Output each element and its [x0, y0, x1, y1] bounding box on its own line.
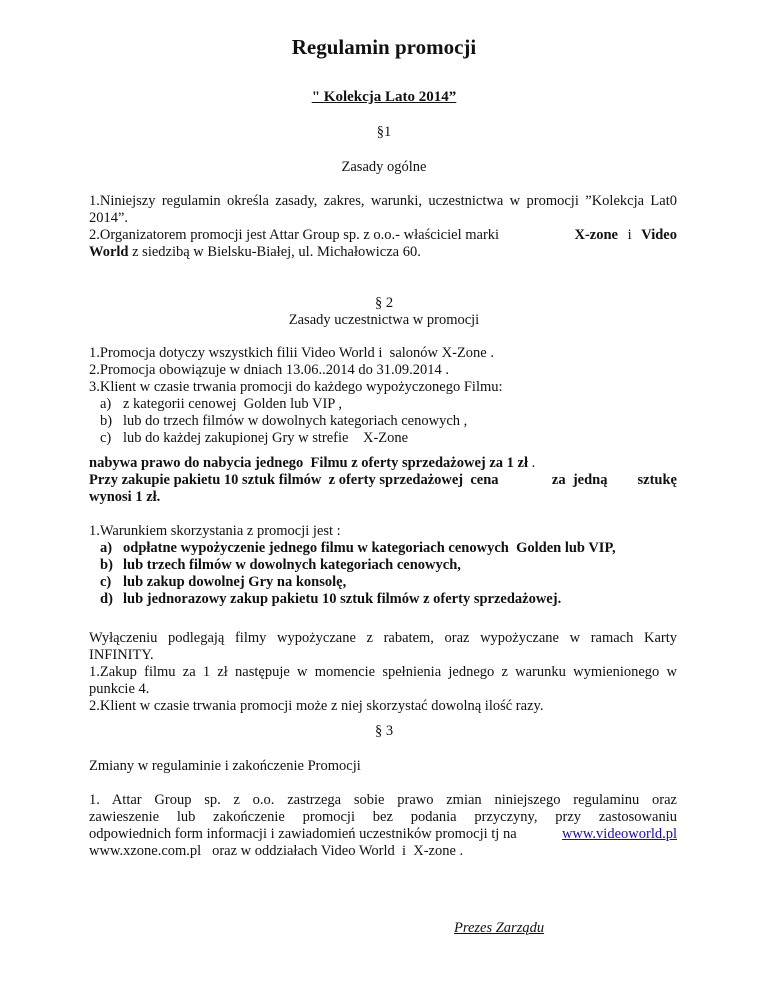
s1-paragraph-2-line-2	[89, 244, 677, 261]
s2-sub-b-marker: b)	[100, 413, 113, 429]
s3-line-4: www.xzone.com.pl oraz w oddziałach Video World i X-zone .	[89, 843, 464, 859]
s3-line-2: zawieszenie lub zakończenie promocji bez podania przyczyny, przy zastosowaniu	[89, 809, 677, 825]
s2-sub-c-marker: c)	[100, 430, 112, 446]
document-title: Regulamin promocji	[291, 35, 477, 59]
s1-paragraph-2-line-1	[89, 227, 677, 244]
s2-item-1: 1.Promocja dotyczy wszystkich filii Video World i salonów X-Zone .	[89, 345, 494, 361]
s1-paragraph-1: 1.Niniejszy regulamin określa zasady, zakres, warunki, uczestnictwa w promocji ”Kolekcja Lat0 2014”.	[89, 193, 677, 226]
s2-sub-b	[89, 413, 677, 430]
s2-cond-a-text: odpłatne wypożyczenie jednego filmu w kategoriach cenowych Golden lub VIP,	[123, 540, 616, 556]
s2-sub-c	[89, 430, 677, 447]
s2-sub-a-marker: a)	[100, 396, 112, 412]
s2-cond-a	[89, 540, 677, 557]
section-1-mark: §1	[376, 124, 392, 140]
s2-rule-1-line-2: punkcie 4.	[89, 681, 150, 697]
s2-sub-c-text: lub do każdej zakupionej Gry w strefie X-Zone	[123, 430, 409, 446]
s2-package-per: za jedną	[551, 472, 608, 488]
s2-cond-d-text: lub jednorazowy zakup pakietu 10 sztuk filmów z oferty sprzedażowej.	[123, 591, 562, 607]
s2-cond-b	[89, 557, 677, 574]
section-2-mark: § 2	[374, 295, 394, 311]
s3-line-3	[89, 826, 677, 843]
s1-conjunction: i	[627, 227, 632, 243]
signature-label: Prezes Zarządu	[454, 920, 545, 936]
s2-cond-c-marker: c)	[100, 574, 112, 590]
promotion-name: " Kolekcja Lato 2014”	[311, 89, 457, 105]
s1-organizer-text: 2.Organizatorem promocji jest Attar Group sp. z o.o.- właściciel marki	[89, 227, 500, 243]
section-1-body	[89, 193, 677, 261]
s2-cond-a-marker: a)	[100, 540, 113, 556]
section-2-benefit	[89, 455, 677, 506]
s2-benefit-line-3: wynosi 1 zł.	[89, 489, 161, 505]
s2-benefit-line-1	[89, 455, 677, 472]
s2-package-text: Przy zakupie pakietu 10 sztuk filmów z oferty sprzedażowej cena	[89, 472, 499, 488]
section-2-list	[89, 345, 677, 447]
s2-benefit-bold: nabywa prawo do nabycia jednego Filmu z oferty sprzedażowej za 1 zł	[89, 455, 528, 471]
s2-sub-a-text: z kategorii cenowej Golden lub VIP ,	[123, 396, 343, 412]
s2-benefit-line-2	[89, 472, 677, 489]
s2-cond-b-text: lub trzech filmów w dowolnych kategoriach cenowych,	[123, 557, 461, 573]
section-3-body	[89, 792, 677, 860]
brand-world: World	[89, 244, 129, 260]
s3-line-1: 1. Attar Group sp. z o.o. zastrzega sobie prawo zmian niniejszego regulaminu oraz	[89, 792, 677, 808]
s2-benefit-tail: .	[527, 455, 536, 471]
s2-cond-d-marker: d)	[100, 591, 113, 607]
s1-brands	[575, 227, 678, 244]
s2-rule-1-line-1: 1.Zakup filmu za 1 zł następuje w momencie spełnienia jednego z warunku wymienionego w	[89, 664, 677, 680]
s2-exclusion-line-2: INFINITY.	[89, 647, 154, 663]
section-3-heading: Zmiany w regulaminie i zakończenie Promocji	[89, 758, 361, 774]
s2-package-unit: sztukę	[637, 472, 677, 488]
section-3-mark: § 3	[374, 723, 394, 739]
s1-address: z siedzibą w Bielsku-Białej, ul. Michałowicza 60.	[128, 244, 421, 260]
s2-sub-b-text: lub do trzech filmów w dowolnych kategoriach cenowych ,	[123, 413, 468, 429]
s2-cond-c-text: lub zakup dowolnej Gry na konsolę,	[123, 574, 347, 590]
s3-line-3-text: odpowiednich form informacji i zawiadomień uczestników promocji tj na	[89, 826, 521, 842]
s2-cond-d	[89, 591, 677, 608]
s2-rule-2: 2.Klient w czasie trwania promocji może z niej skorzystać dowolną ilość razy.	[89, 698, 544, 714]
s2-cond-c	[89, 574, 677, 591]
s2-cond-b-marker: b)	[100, 557, 113, 573]
s2-exclusion-line-1: Wyłączeniu podlegają filmy wypożyczane z rabatem, oraz wypożyczane w ramach Karty	[89, 630, 677, 646]
videoworld-link[interactable]: www.videoworld.pl	[561, 826, 677, 842]
s2-sub-a	[89, 396, 677, 413]
section-2-heading: Zasady uczestnictwa w promocji	[288, 312, 480, 328]
section-1-heading: Zasady ogólne	[341, 159, 427, 175]
s2-conditions-intro: 1.Warunkiem skorzystania z promocji jest :	[89, 523, 341, 539]
brand-video: Video	[641, 227, 677, 243]
section-2-rules	[89, 630, 677, 715]
s2-item-2: 2.Promocja obowiązuje w dniach 13.06..2014 do 31.09.2014 .	[89, 362, 450, 378]
s2-item-3: 3.Klient w czasie trwania promocji do każdego wypożyczonego Filmu:	[89, 379, 503, 395]
brand-xzone: X-zone	[574, 227, 618, 243]
section-2-conditions	[89, 523, 677, 608]
